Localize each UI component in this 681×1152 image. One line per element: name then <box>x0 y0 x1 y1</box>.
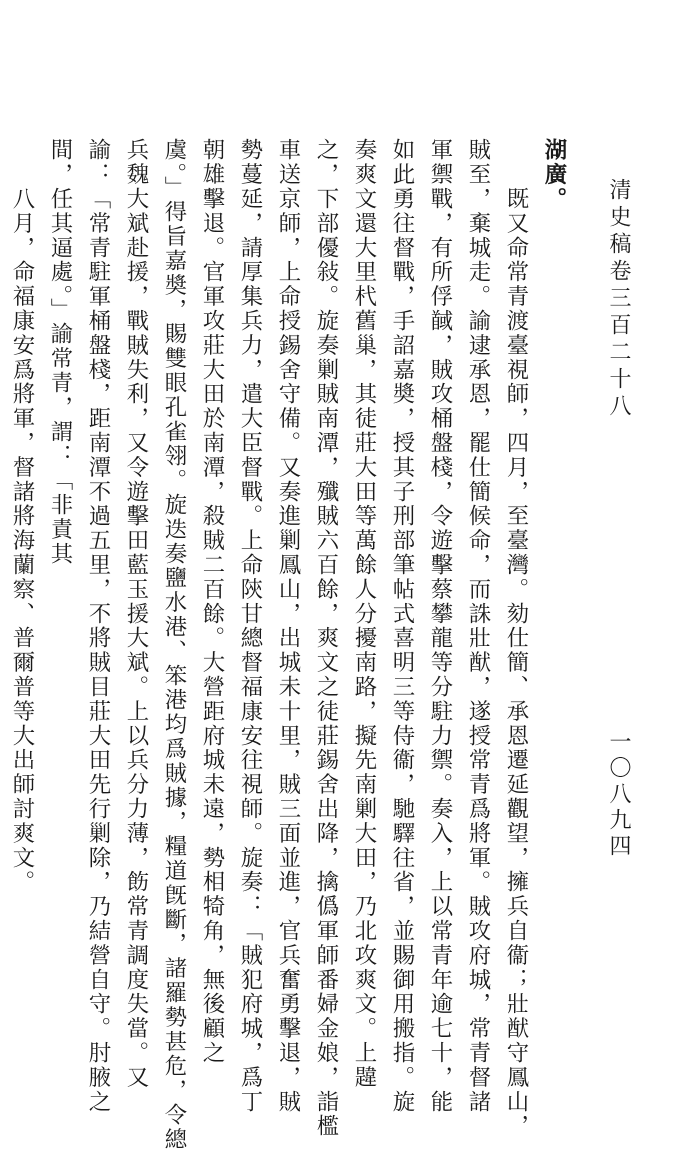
running-title: 清史稿卷三百二十八 <box>606 178 631 421</box>
text-column: 車送京師，上命授錫舍守備。又奏進剿鳳山，出城未十里，賊三面並進，官兵奮勇擊退，賊 <box>275 138 301 1114</box>
text-column: 朝雄擊退。官軍攻莊大田於南潭，殺賊二百餘。大營距府城未遠，勢相犄角，無後顧之 <box>199 138 225 1066</box>
page-number: 一〇八九四 <box>606 730 631 860</box>
text-column: 勢蔓延，請厚集兵力，遣大臣督戰。上命陝甘總督福康安往視師。旋奏：「賊犯府城，爲丁 <box>237 138 263 1114</box>
text-column: 之，下部優敍。旋奏剿賊南潭，殲賊六百餘，爽文之徒莊錫舍出降，擒僞軍師番婦金娘，詣檻 <box>313 138 339 1139</box>
text-column: 虞。」得旨嘉奬，賜雙眼孔雀翎。旋迭奏鹽水港、笨港均爲賊據，糧道旣斷，諸羅勢甚危，令總 <box>161 138 187 1152</box>
text-column: 既又命常青渡臺視師，四月，至臺灣。劾仕簡、承恩遷延觀望，擁兵自衞；壯猷守鳳山， <box>503 138 529 1139</box>
text-column: 軍禦戰，有所俘馘，賊攻桶盤棧，令遊擊蔡攀龍等分駐力禦。奏入，上以常青年逾七十，能 <box>427 138 453 1114</box>
text-column: 如此勇往督戰，手詔嘉奬，授其子刑部筆帖式喜明三等侍衞，馳驛往省，並賜御用搬指。旋 <box>389 138 415 1114</box>
text-column: 兵魏大斌赴援，戰賊失利，又令遊擊田藍玉援大斌。上以兵分力薄，飭常青調度失當。又 <box>123 138 149 1090</box>
text-column: 諭：「常青駐軍桶盤棧，距南潭不過五里，不將賊目莊大田先行剿除，乃結營自守。肘腋之 <box>85 138 111 1114</box>
text-column: 八月，命福康安爲將軍，督諸將海蘭察、普爾普等大出師討爽文。 <box>9 138 35 895</box>
text-column: 賊至，棄城走。諭逮承恩，罷仕簡候命，而誅壯猷，遂授常青爲將軍。賊攻府城，常青督諸 <box>465 138 491 1114</box>
section-heading: 湖廣。 <box>541 138 567 212</box>
body-text <box>9 138 573 1152</box>
text-column: 間，任其逼處。」諭常青，謂：「非責其 <box>47 138 73 566</box>
text-column: 奏爽文還大里杙舊巢，其徒莊大田等萬餘人分擾南路，擬先南剿大田，乃北攻爽文。上韙 <box>351 138 377 1090</box>
